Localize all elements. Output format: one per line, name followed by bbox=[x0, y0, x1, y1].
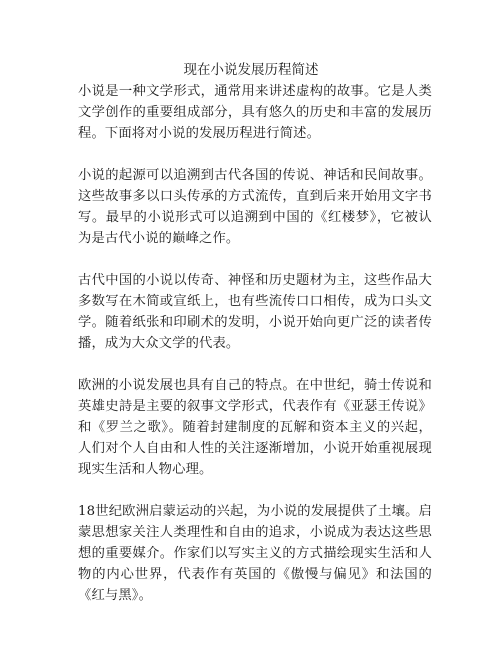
paragraph-intro: 小说是一种文学形式，通常用来讲述虚构的故事。它是人类文学创作的重要组成部分，具有悠久的历史和丰富的发展历程。下面将对小说的发展历程进行简述。 bbox=[78, 84, 432, 141]
paragraph-ancient-china: 古代中国的小说以传奇、神怪和历史题材为主，这些作品大多数写在木简或宣纸上，也有些流传口口相传，成为口头文学。随着纸张和印刷术的发明，小说开始向更广泛的读者传播，成为大众文学的代表。 bbox=[78, 273, 432, 351]
document-title: 现在小说发展历程简述 bbox=[183, 62, 319, 78]
document-body bbox=[78, 81, 432, 606]
paragraph-europe: 欧洲的小说发展也具有自己的特点。在中世纪，骑士传说和英雄史詩是主要的叙事文学形式，代表作有《亚瑟王传说》和《罗兰之歌》。随着封建制度的瓦解和资本主义的兴起，人们对个人自由和人性的关注逐渐增加，小说开始重视展现现实生活和人物心理。 bbox=[78, 378, 432, 477]
paragraph-enlightenment: 18世纪欧洲启蒙运动的兴起，为小说的发展提供了土壤。启蒙思想家关注人类理性和自由的追求，小说成为表达这些思想的重要媒介。作家们以写实主义的方式描绘现实生活和人物的内心世界，代表作有英国的《傲慢与偏见》和法国的《红与黑》。 bbox=[78, 504, 432, 603]
paragraph-origins: 小说的起源可以追溯到古代各国的传说、神话和民间故事。这些故事多以口头传承的方式流传，直到后来开始用文字书写。最早的小说形式可以追溯到中国的《红楼梦》，它被认为是古代小说的巅峰之作。 bbox=[78, 168, 432, 246]
